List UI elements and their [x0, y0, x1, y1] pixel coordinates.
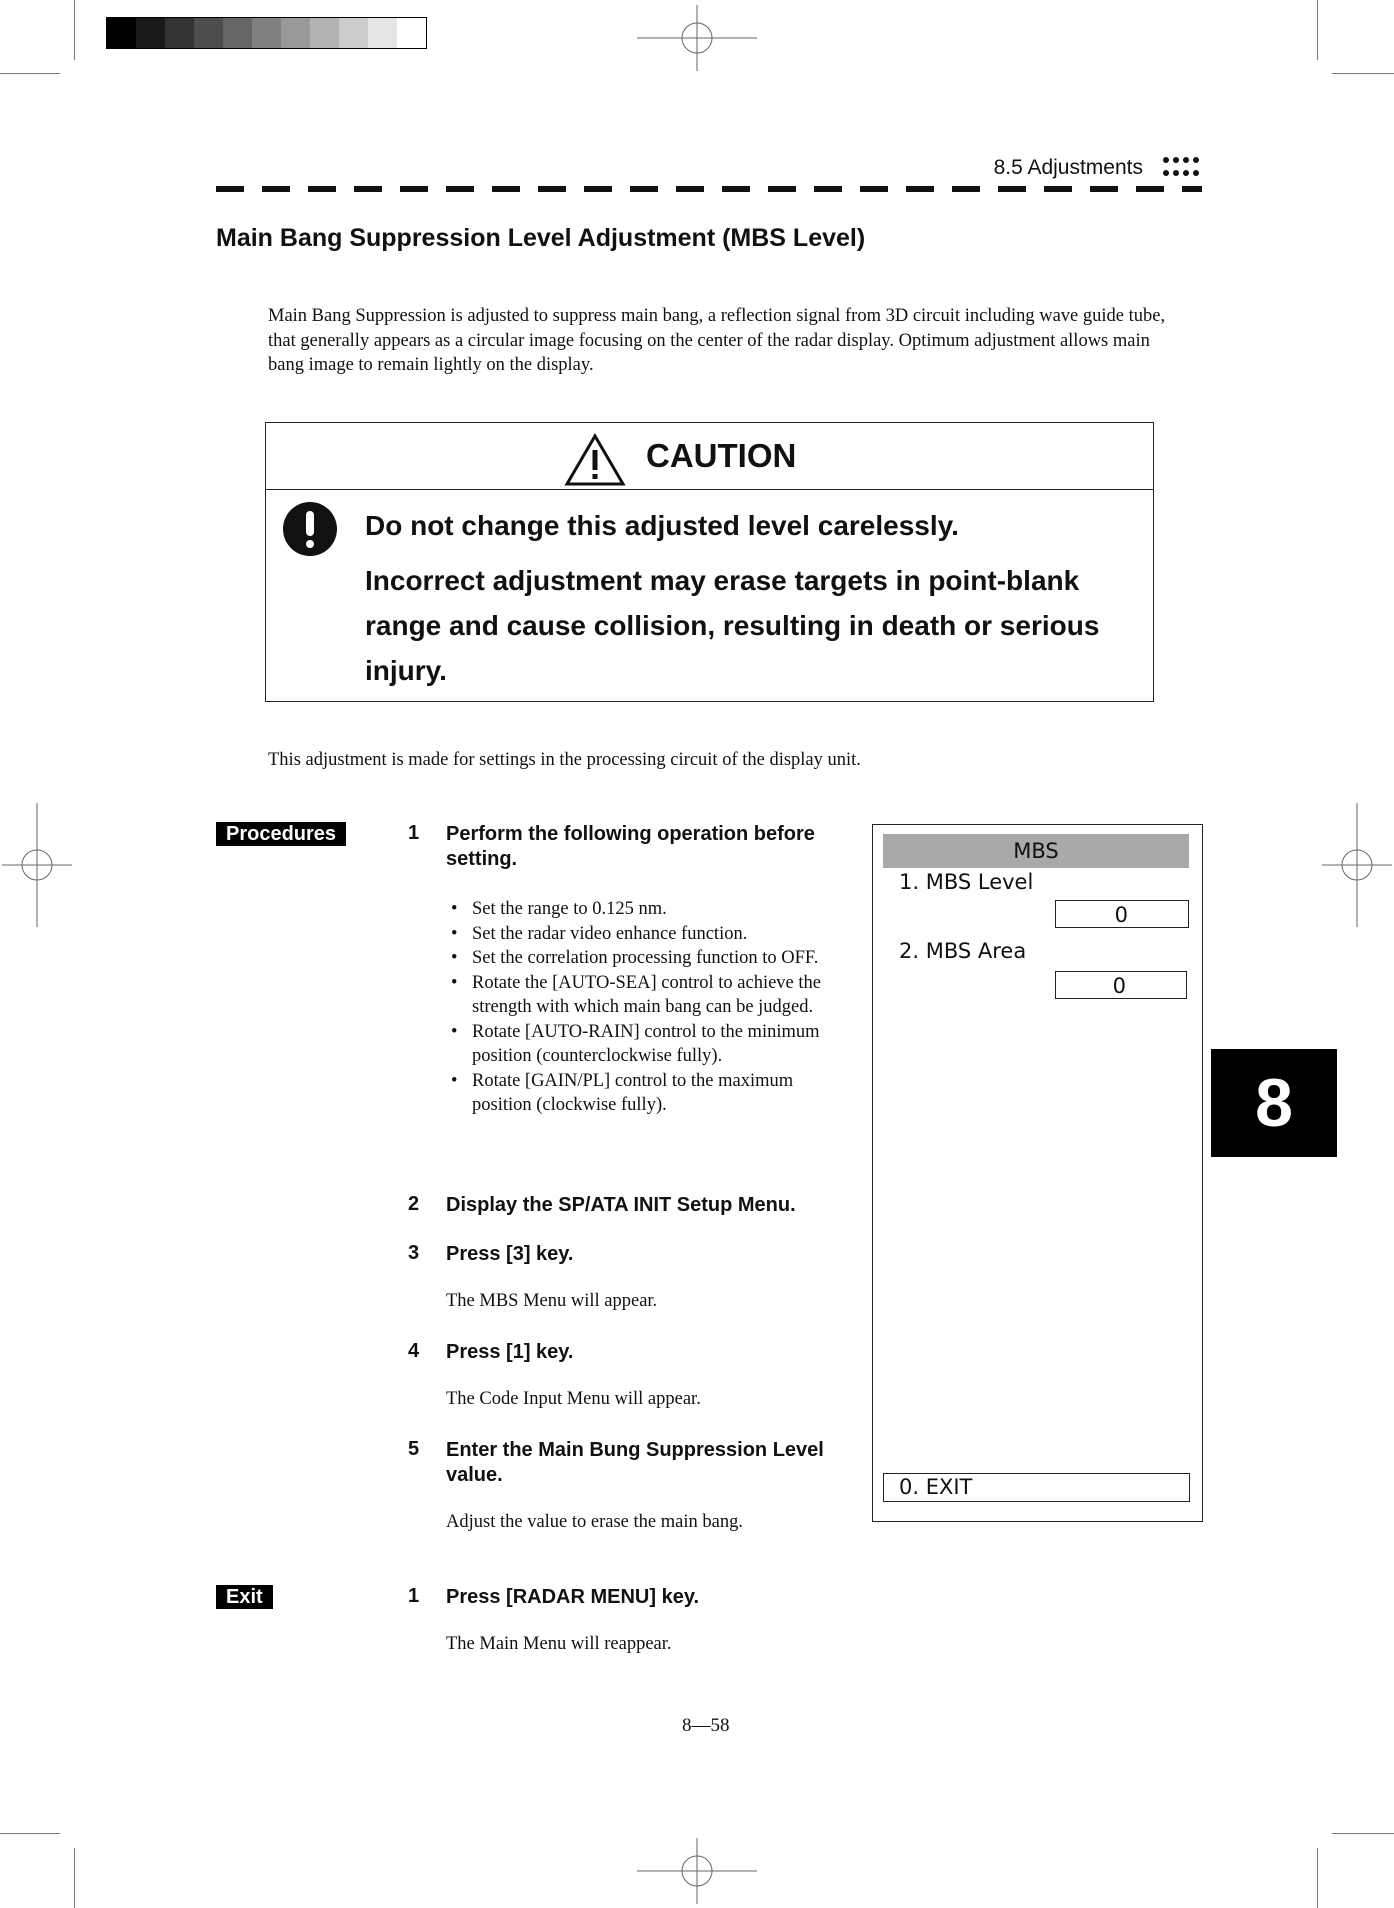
gray-swatch: [194, 18, 223, 48]
step-number: 1: [408, 822, 420, 844]
registration-mark-right: [1322, 803, 1392, 927]
registration-mark-bottom: [637, 1838, 757, 1904]
caution-header: [266, 423, 1153, 490]
list-item: • Set the radar video enhance function.: [449, 922, 849, 947]
step-text: The Code Input Menu will appear.: [446, 1389, 701, 1409]
mbs-level-value[interactable]: 0: [1055, 900, 1189, 928]
menu-title: MBS: [883, 834, 1189, 868]
list-item: • Set the range to 0.125 nm.: [449, 897, 849, 922]
list-item: • Rotate [AUTO-RAIN] control to the minimum position (counterclockwise fully).: [449, 1020, 849, 1069]
dashed-rule: [216, 186, 1202, 192]
gray-swatch: [107, 18, 136, 48]
step-number: 4: [408, 1340, 420, 1362]
gray-swatch: [397, 18, 426, 48]
registration-mark-top: [637, 5, 757, 71]
list-item: • Rotate the [AUTO-SEA] control to achieve the strength with which main bang can be judged.: [449, 971, 849, 1020]
gray-swatch: [339, 18, 368, 48]
gray-swatch: [165, 18, 194, 48]
list-item: • Rotate [GAIN/PL] control to the maximum position (clockwise fully).: [449, 1069, 849, 1118]
gray-swatch: [368, 18, 397, 48]
step-number: 3: [408, 1242, 420, 1264]
note-text: This adjustment is made for settings in the processing circuit of the display unit.: [268, 750, 861, 770]
step-title: Press [1] key.: [446, 1341, 574, 1363]
dots-icon: [1163, 153, 1201, 181]
exit-label: Exit: [216, 1585, 273, 1609]
menu-exit-button[interactable]: 0. EXIT: [883, 1473, 1190, 1502]
grayscale-strip: [106, 17, 427, 49]
chapter-tab: 8: [1211, 1049, 1337, 1157]
step-text: The MBS Menu will appear.: [446, 1291, 658, 1311]
menu-item-mbs-level[interactable]: 1. MBS Level: [899, 870, 1034, 894]
section-heading: 8.5 Adjustments: [993, 156, 1143, 179]
gray-swatch: [223, 18, 252, 48]
step-text: Adjust the value to erase the main bang.: [446, 1512, 743, 1532]
mbs-menu-panel: [872, 824, 1203, 1522]
page-number: 8―58: [682, 1715, 730, 1736]
gray-swatch: [281, 18, 310, 48]
warning-triangle-icon: [564, 433, 626, 487]
gray-swatch: [136, 18, 165, 48]
step-number: 2: [408, 1193, 420, 1215]
page-title: Main Bang Suppression Level Adjustment (MBS Level): [216, 224, 866, 252]
caution-line-1: Do not change this adjusted level carelessly.: [365, 510, 959, 541]
gray-swatch: [310, 18, 339, 48]
caution-line-2: Incorrect adjustment may erase targets in point-blank range and cause collision, resulting in death or serious injury.: [365, 565, 1100, 686]
step-title: Press [RADAR MENU] key.: [446, 1586, 700, 1608]
mbs-area-value[interactable]: 0: [1055, 971, 1187, 999]
list-item: • Set the correlation processing function to OFF.: [449, 946, 849, 971]
menu-item-mbs-area[interactable]: 2. MBS Area: [899, 939, 1027, 963]
caution-title: CAUTION: [646, 437, 797, 474]
registration-mark-left: [2, 803, 72, 927]
step-title: Press [3] key.: [446, 1243, 574, 1265]
step-title: Perform the following operation before setting.: [446, 823, 815, 870]
gray-swatch: [252, 18, 281, 48]
bullet-list: [449, 897, 849, 1118]
step-number: 1: [408, 1585, 420, 1607]
step-title: Enter the Main Bung Suppression Level value.: [446, 1439, 824, 1486]
step-number: 5: [408, 1438, 420, 1460]
step-text: The Main Menu will reappear.: [446, 1634, 672, 1654]
procedures-label: Procedures: [216, 822, 346, 846]
mandatory-exclamation-icon: [283, 502, 337, 556]
caution-box: [265, 422, 1154, 702]
step-title: Display the SP/ATA INIT Setup Menu.: [446, 1194, 796, 1216]
intro-paragraph: Main Bang Suppression is adjusted to suppress main bang, a reflection signal from 3D circuit including wave guide tube, that generally appears as a circular image focusing on the center of the radar display. Optimum adjustment allows main bang image to remain lightly on the display.: [268, 306, 1166, 375]
